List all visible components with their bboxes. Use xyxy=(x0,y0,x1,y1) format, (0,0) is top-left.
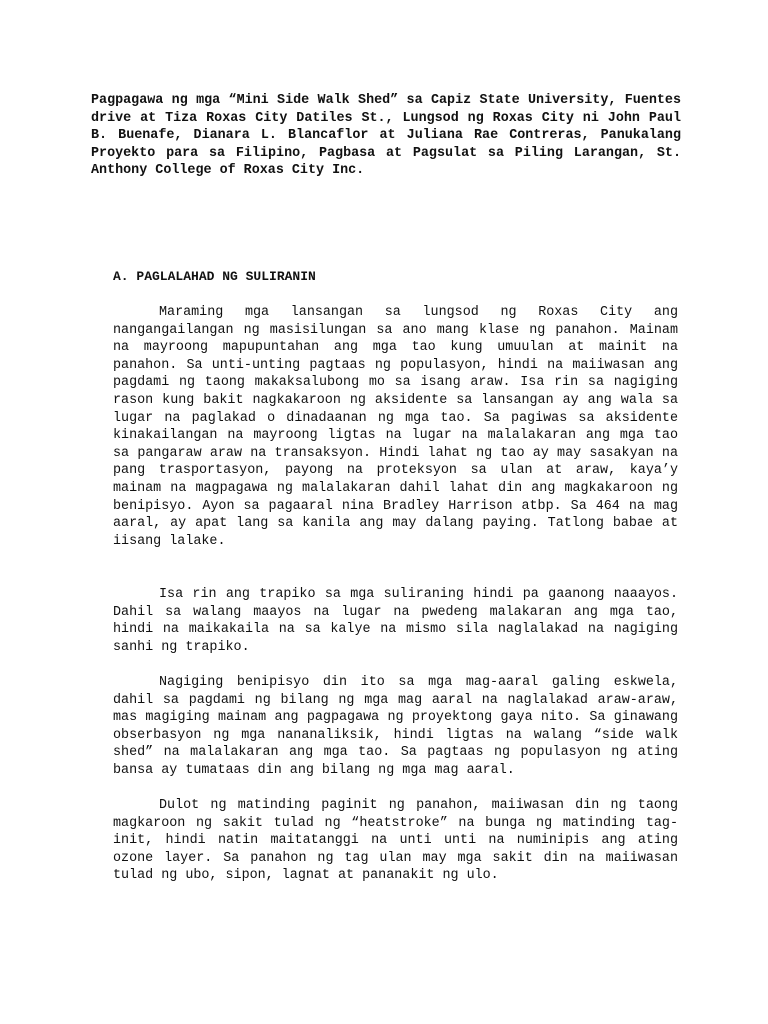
section-heading: A. PAGLALAHAD NG SULIRANIN xyxy=(113,269,316,284)
paragraph-4: Dulot ng matinding paginit ng panahon, maiiwasan din ng taong magkaroon ng sakit tulad ng “heatstroke” na bunga ng matinding tag-init, hindi natin maitatanggi na unti unti na numinipis ang ating ozone layer. Sa panahon ng tag ulan may mga sakit din na maiiwasan tulad ng ubo, sipon, lagnat at pananakit ng ulo. xyxy=(113,798,678,884)
paragraph-2: Isa rin ang trapiko sa mga suliraning hindi pa gaanong naaayos. Dahil sa walang maayos na lugar na pwedeng malakaran ang mga tao, hindi na maikakaila na sa kalye na mismo sila naglalakad na nagiging sanhi ng trapiko. xyxy=(113,587,678,655)
paragraph-3: Nagiging benipisyo din ito sa mga mag-aaral galing eskwela, dahil sa pagdami ng bilang ng mga mag aaral na naglalakad araw-araw, mas magiging mainam ang pagpagawa ng proyektong gaya nito. Sa ginawang obserbasyon ng mga nananaliksik, hindi ligtas na walang “side walk shed” na malalakaran ang mga tao. Sa pagtaas ng populasyon ng ating bansa ay tumataas din ang bilang ng mga mag aaral. xyxy=(113,675,678,778)
document-title: Pagpagawa ng mga “Mini Side Walk Shed” sa Capiz State University, Fuentes drive at Tiza Roxas City Datiles St., Lungsod ng Roxas City ni John Paul B. Buenafe, Dianara L. Blancaflor at Juliana Rae Contreras, Panukalang Proyekto para sa Filipino, Pagbasa at Pagsulat sa Piling Larangan, St. Anthony College of Roxas City Inc. xyxy=(91,93,681,179)
paragraph-1: Maraming mga lansangan sa lungsod ng Roxas City ang nangangailangan ng masisilungan sa ano mang klase ng panahon. Mainam na mayroong mapupuntahan ang mga tao kung umuulan at mainit na panahon. Sa unti-unting pagtaas ng populasyon, hindi na maiiwasan ang pagdami ng taong makaksalubong mo sa isang araw. Isa rin sa nagiging rason kung bakit nagkakaroon ng aksidente sa lansangan ay ang wala sa lugar na paglakad o dinadaanan ng mga tao. Sa pagiwas sa aksidente kinakailangan na mayroong ligtas na lugar na malalakaran ang mga tao sa pangaraw araw na transaksyon. Hindi lahat ng tao ay may sasakyan na pang trasportasyon, payong na proteksyon sa ulan at araw, kaya’y mainam na magpagawa ng malalakaran dahil lahat din ang magkakaroon ng benipisyo. Ayon sa pagaaral nina Bradley Harrison atbp. Sa 464 na mag aaral, ay apat lang sa kanila ang may dalang paying. Tatlong babae at iisang lalake. xyxy=(113,305,678,549)
